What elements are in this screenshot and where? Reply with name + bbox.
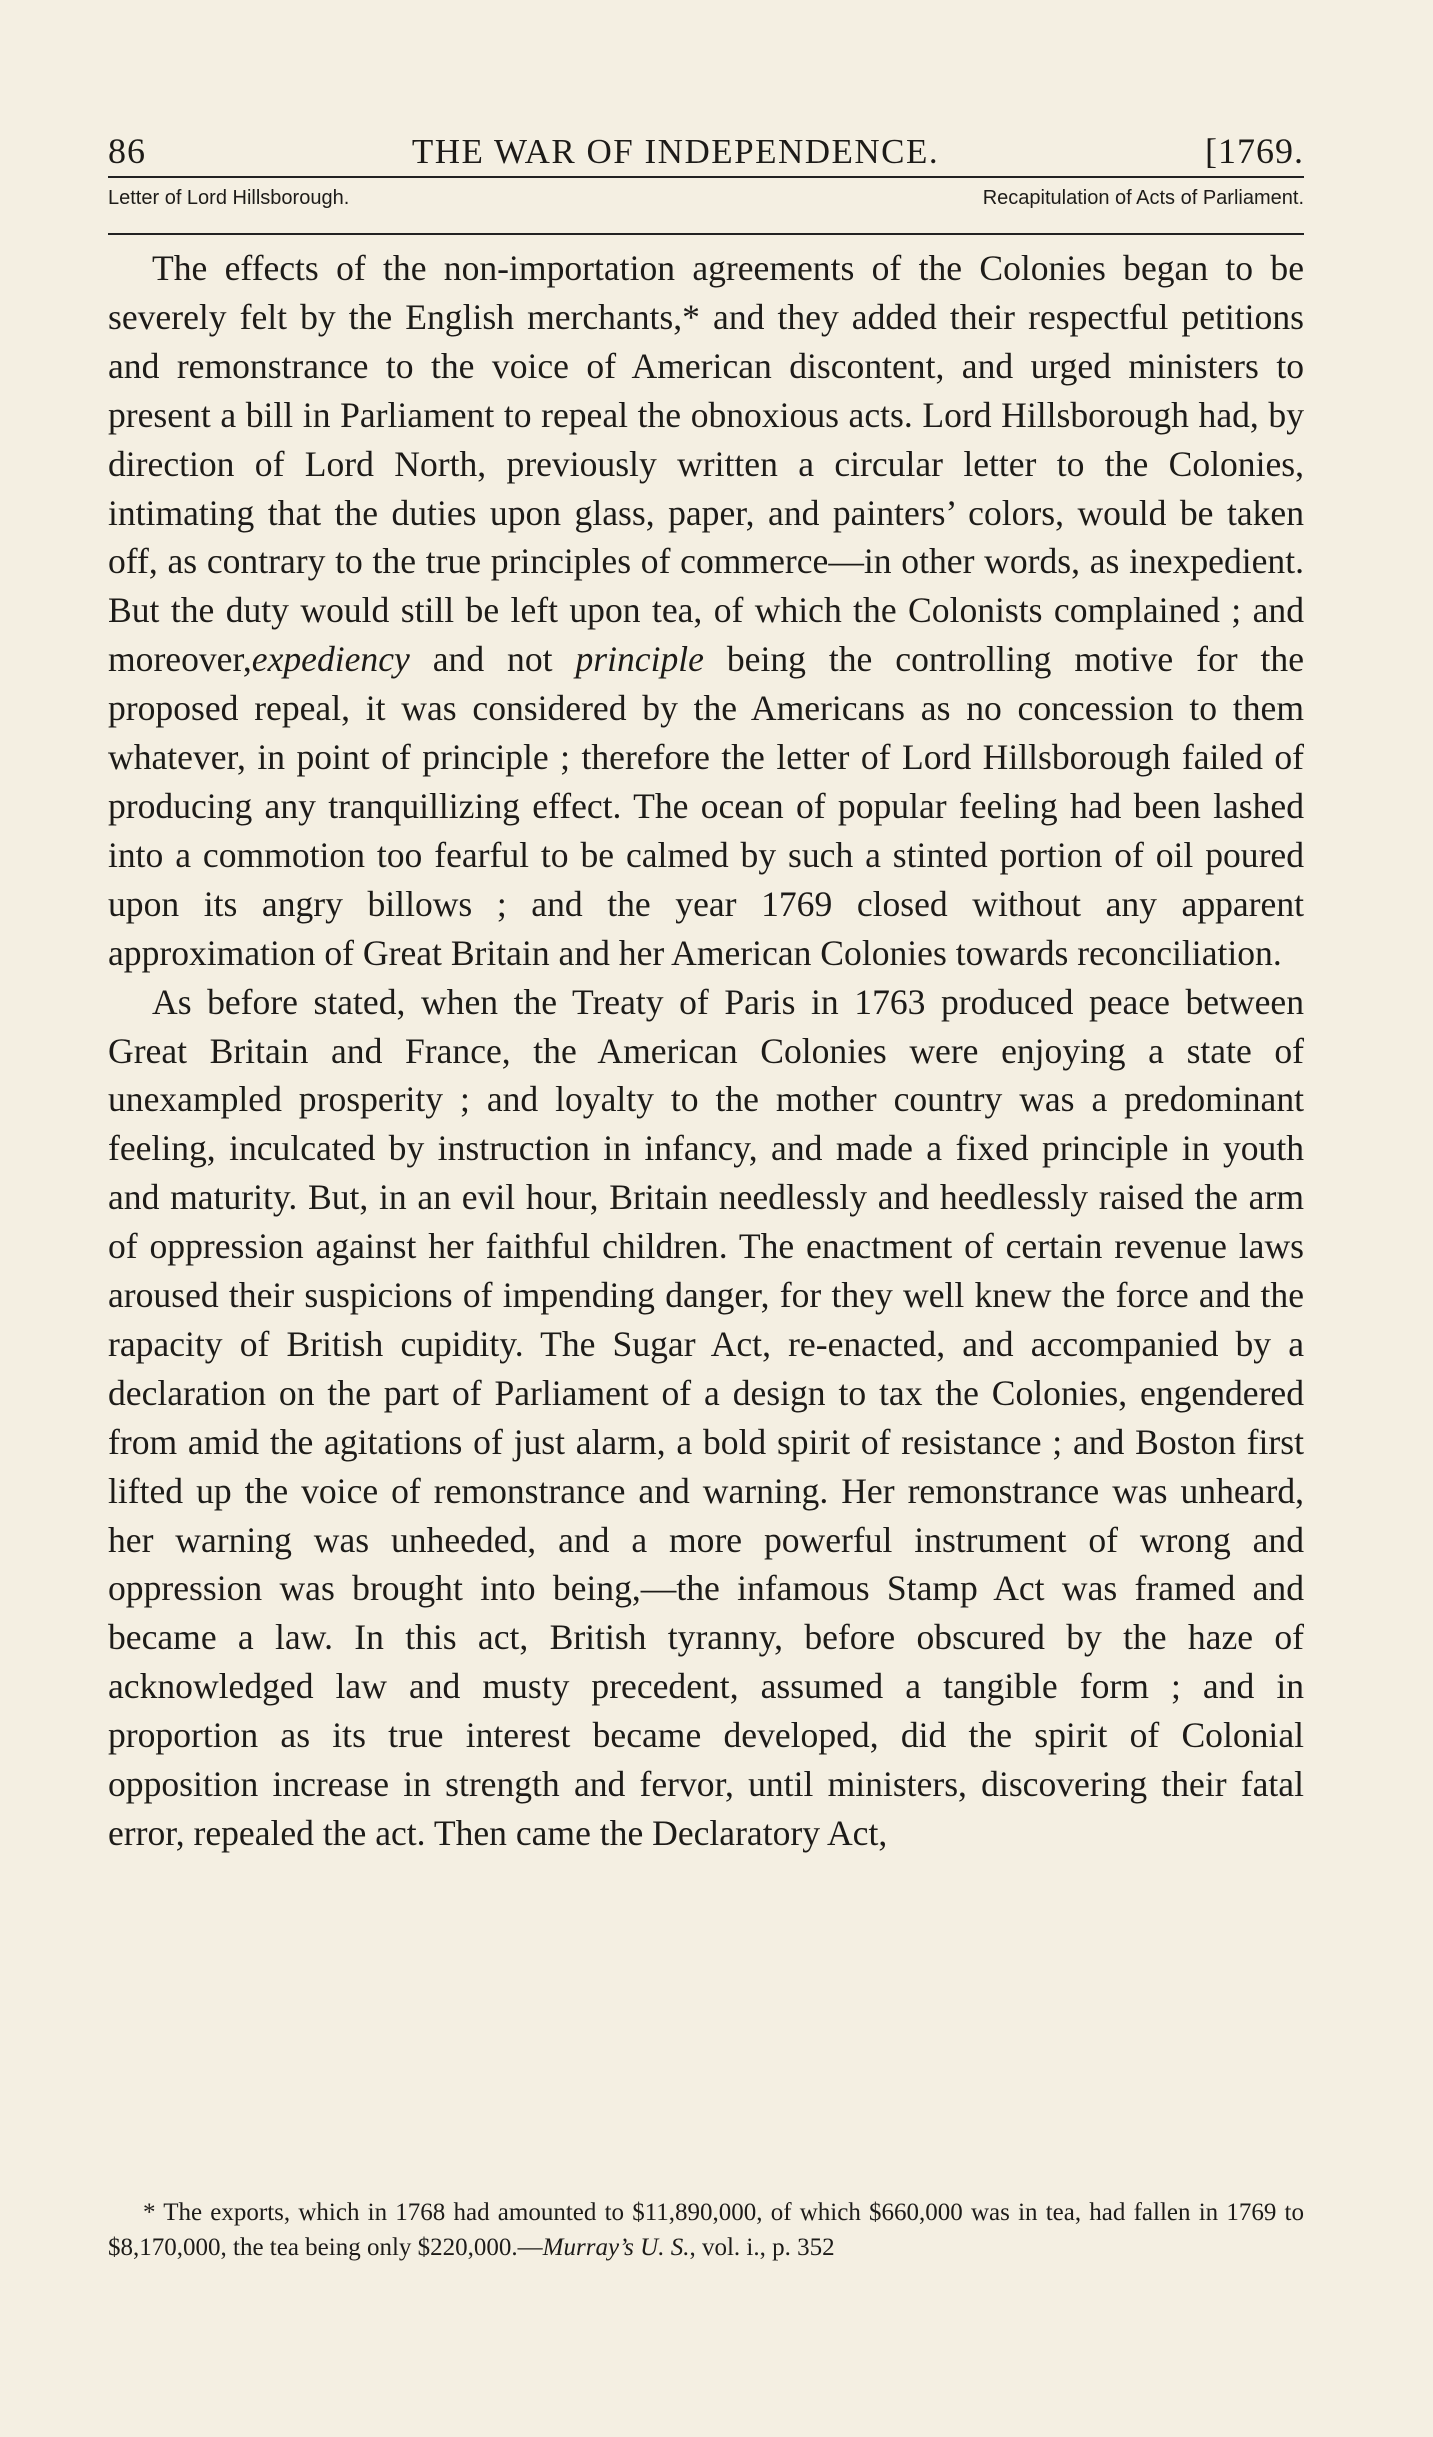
footnote-source-title: U. S. xyxy=(640,2234,690,2261)
footnote xyxy=(108,2195,1304,2265)
p1-part-c: being the controlling motive for the proposed repeal, it was considered by the Americans as no concession to them whatever, in point of principle ; therefore the letter of Lord Hillsborough failed of producing any tranquillizing effect. The ocean of popular feeling had been lashed into a commotion too fearful to be calmed by such a stinted portion of oil poured upon its angry billows ; and the year 1769 closed without any apparent approximation of Great Britain and her American Colonies towards reconciliation. xyxy=(108,639,1304,973)
running-year: [1769. xyxy=(1204,131,1304,171)
paragraph-2: As before stated, when the Treaty of Paris in 1763 produced peace between Great Britain and France, the American Colonies were enjoying a state of unexampled prosperity ; and loyalty to the mother country was a predominant feeling, inculcated by instruction in infancy, and made a fixed principle in youth and maturity. But, in an evil hour, Britain needlessly and heedlessly raised the arm of oppression against her faithful children. The enactment of certain revenue laws aroused their suspicions of impending danger, for they well knew the force and the rapacity of British cupidity. The Sugar Act, re-enacted, and accompanied by a declaration on the part of Parliament of a design to tax the Colonies, engendered from amid the agitations of just alarm, a bold spirit of resistance ; and Boston first lifted up the voice of remonstrance and warning. Her remonstrance was unheard, her warning was unheeded, and a more powerful instrument of wrong and oppression was brought into being,—the infamous Stamp Act was framed and became a law. In this act, British tyranny, before obscured by the haze of acknowledged law and musty precedent, assumed a tangible form ; and in proportion as its true interest became developed, did the spirit of Colonial opposition increase in strength and fervor, until ministers, discovering their fatal error, repealed the act. Then came the Declaratory Act, xyxy=(108,981,1304,1853)
p1-expediency: expediency xyxy=(251,639,410,680)
footnote-paragraph xyxy=(108,2195,1304,2265)
paragraph-1 xyxy=(108,244,1304,978)
footnote-source-rest: , vol. i., p. 352 xyxy=(689,2234,835,2261)
running-head xyxy=(108,130,1304,172)
p1-part-a: The effects of the non-importation agreements of the Colonies began to be severely felt by the English merchants,* and they added their respectful petitions and remonstrance to the voice of American discontent, and urged ministers to present a bill in Parliament to repeal the obnoxious acts. Lord Hillsborough had, by direction of Lord North, previously written a circular letter to the Colonies, intimating that the duties upon glass, paper, and painters’ colors, would be taken off, as contrary to the true principles of commerce—in other words, as inexpedient. But the duty would still be left upon tea, of which the Colonists complained ; and moreover, xyxy=(108,248,1304,680)
footnote-author: Murray’s xyxy=(542,2234,634,2261)
subhead-left: Letter of Lord Hillsborough. xyxy=(108,187,350,209)
footnote-text: * The exports, which in 1768 had amounted to $11,890,000, of which $660,000 was in tea, had fallen in 1769 to $8,170,000, the tea being only $220,000.— xyxy=(108,2199,1304,2261)
p1-principle: principle xyxy=(575,639,704,680)
running-title: THE WAR OF INDEPENDENCE. xyxy=(411,132,940,171)
header-rule-bottom xyxy=(108,233,1304,235)
header-rule-top xyxy=(108,176,1304,178)
page-number: 86 xyxy=(108,131,146,171)
subhead-right: Recapitulation of Acts of Parliament. xyxy=(982,187,1304,209)
marginal-subheading xyxy=(108,187,1304,210)
p1-part-b: and not xyxy=(432,639,553,680)
body-text xyxy=(108,244,1304,1858)
